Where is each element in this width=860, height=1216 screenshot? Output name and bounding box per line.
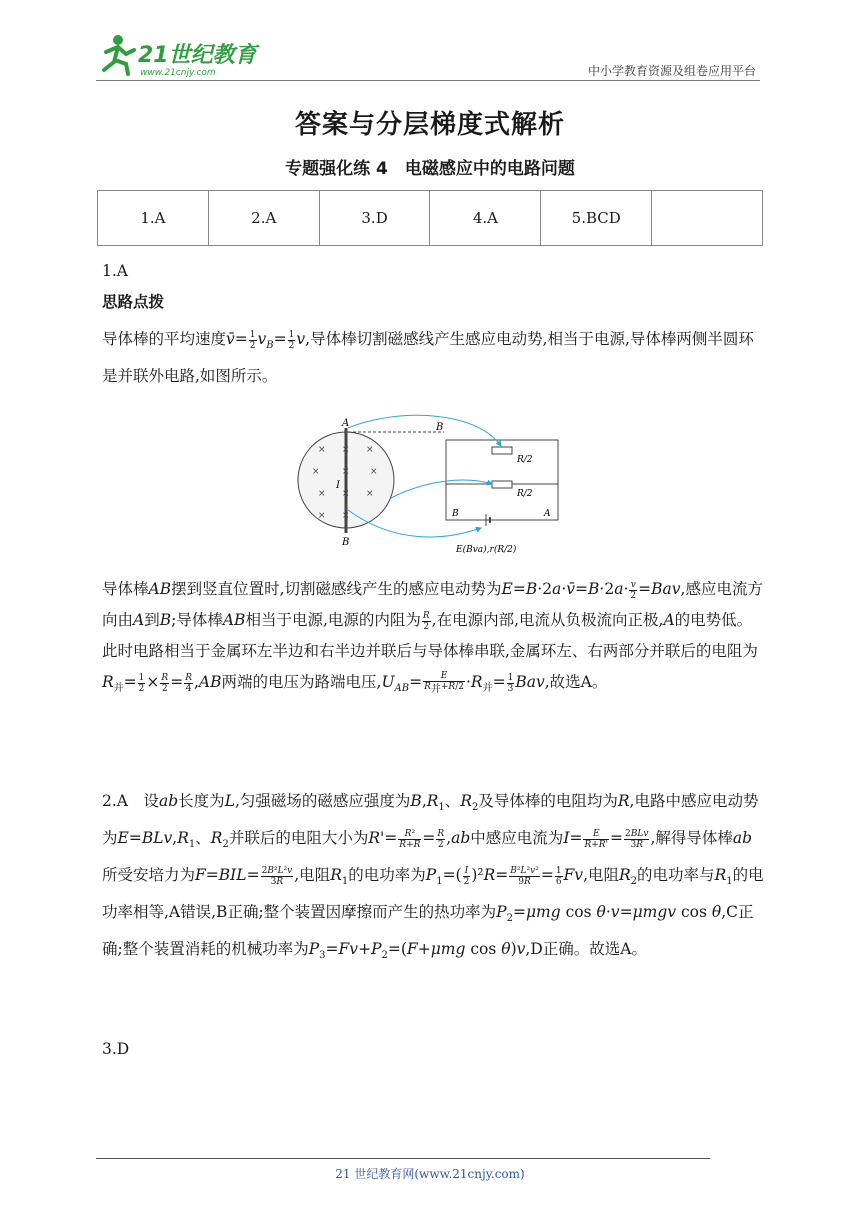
label-a-circuit: A bbox=[544, 509, 551, 519]
svg-text:×: × bbox=[318, 511, 326, 521]
label-r-half-1: R/2 bbox=[517, 455, 533, 465]
footer-divider bbox=[96, 1158, 710, 1159]
answer-table bbox=[97, 190, 763, 246]
label-a-top: A bbox=[342, 418, 350, 429]
answer-cell: 4.A bbox=[430, 191, 541, 246]
answer-cell: 1.A bbox=[98, 191, 209, 246]
q2-solution: 2.A 设ab长度为L,匀强磁场的磁感应强度为$B,R_1$、$R_2$及导体棒的电阻均为R,电路中感应电动势为$E=BLv,R_1$、$R_2$并联后的电阻大小为R'= $\frac{\text{R²}}{R+R}$ = $\frac{R}{2}$ ,ab中感应电流为I= $\frac{E}{R+R'}$ = 2BLv 3R ,解得导体棒ab所受安培力为F=BIL= $\frac{\text{2B²L²v}}{3R}$ ,电阻$R_1$的电功率为$P_1=$( $\frac{I}{2}$ )²R= $\frac{\text{B²L²v²}}{9R}$ = $\frac{1}{6}$ Fv,电阻$R_2$的电功率与$R_1$的电功率相等,A错误,B正确;整个装置因摩擦而产生的热功率为$P_2=\mu mg$ cos θ·v=μmgv cos θ,C正确;整个装置消耗的机械功率为$P_3=Fv+P_2=(F+\mu mg$ cos θ)v,D正确。故选A。 bbox=[102, 792, 764, 962]
label-r-half-2: R/2 bbox=[517, 489, 533, 499]
svg-text:×: × bbox=[366, 489, 374, 499]
svg-text:×: × bbox=[342, 489, 350, 499]
label-b-top: B bbox=[436, 422, 444, 433]
svg-text:×: × bbox=[318, 489, 326, 499]
answer-cell: 5.BCD bbox=[541, 191, 652, 246]
table-row bbox=[98, 191, 763, 246]
svg-text:×: × bbox=[312, 467, 320, 477]
q3-label: 3.D bbox=[102, 1040, 130, 1058]
answer-cell bbox=[652, 191, 763, 246]
header-divider bbox=[96, 80, 760, 81]
label-b-bottom: B bbox=[342, 537, 350, 548]
header-platform-text: 中小学教育资源及组卷应用平台 bbox=[587, 64, 756, 78]
runner-icon bbox=[104, 35, 134, 74]
q1-hint-title: 思路点拨 bbox=[102, 293, 165, 311]
label-emf: E(Bva),r(R/2) bbox=[456, 545, 517, 555]
q1-hint-text: 导体棒的平均速度v̄= $\frac{1}{2}$ $v_B=$ $\frac{1}{2}$ v,导体棒切割磁感线产生感应电动势,相当于电源,导体棒两侧半圆环是并联外电路,如图所示。 bbox=[102, 329, 754, 386]
answer-cell: 2.A bbox=[208, 191, 319, 246]
answer-cell: 3.D bbox=[319, 191, 430, 246]
label-b-circuit: B bbox=[452, 509, 459, 519]
page-subtitle: 专题强化练 4 电磁感应中的电路问题 bbox=[285, 159, 575, 179]
svg-text:×: × bbox=[370, 467, 378, 477]
svg-text:×: × bbox=[342, 445, 350, 455]
page-title: 答案与分层梯度式解析 bbox=[294, 110, 565, 140]
q2-label: 2.A bbox=[102, 792, 128, 810]
circuit-diagram bbox=[296, 410, 566, 565]
q1-solution: 导体棒AB摆到竖直位置时,切割磁感线产生的感应电动势为E=B·2a·v̄=B·2a· $\frac{v}{2}$ =Bav,感应电流方向由A到B;导体棒AB相当于电源,电源的内阻为 $\frac{R}{2}$ ,在电源内部,电流从负极流向正极,A的电势低。此时电路相当于金属环左半边和右半边并联后与导体棒串联,金属环左、右两部分并联后的电阻为$R_并=$ $\frac{1}{2}$ × $\frac{R}{2}$ = $\frac{R}{4}$ ,AB两端的电压为路端电压$,U_{AB}=$ E $R_并+R/2$ $\cdot R_并=$ $\frac{1}{3}$ Bav,故选A。 bbox=[102, 579, 763, 695]
footer-text: 21 世纪教育网(www.21cnjy.com) bbox=[335, 1167, 525, 1181]
label-current: I bbox=[336, 480, 340, 491]
logo-text: 21世纪教育 bbox=[138, 43, 257, 68]
svg-text:×: × bbox=[342, 511, 350, 521]
svg-text:×: × bbox=[366, 445, 374, 455]
svg-text:×: × bbox=[342, 467, 350, 477]
logo-url: www.21cnjy.com bbox=[140, 68, 216, 78]
q1-label: 1.A bbox=[102, 262, 128, 280]
site-logo bbox=[96, 30, 266, 80]
svg-text:×: × bbox=[318, 445, 326, 455]
